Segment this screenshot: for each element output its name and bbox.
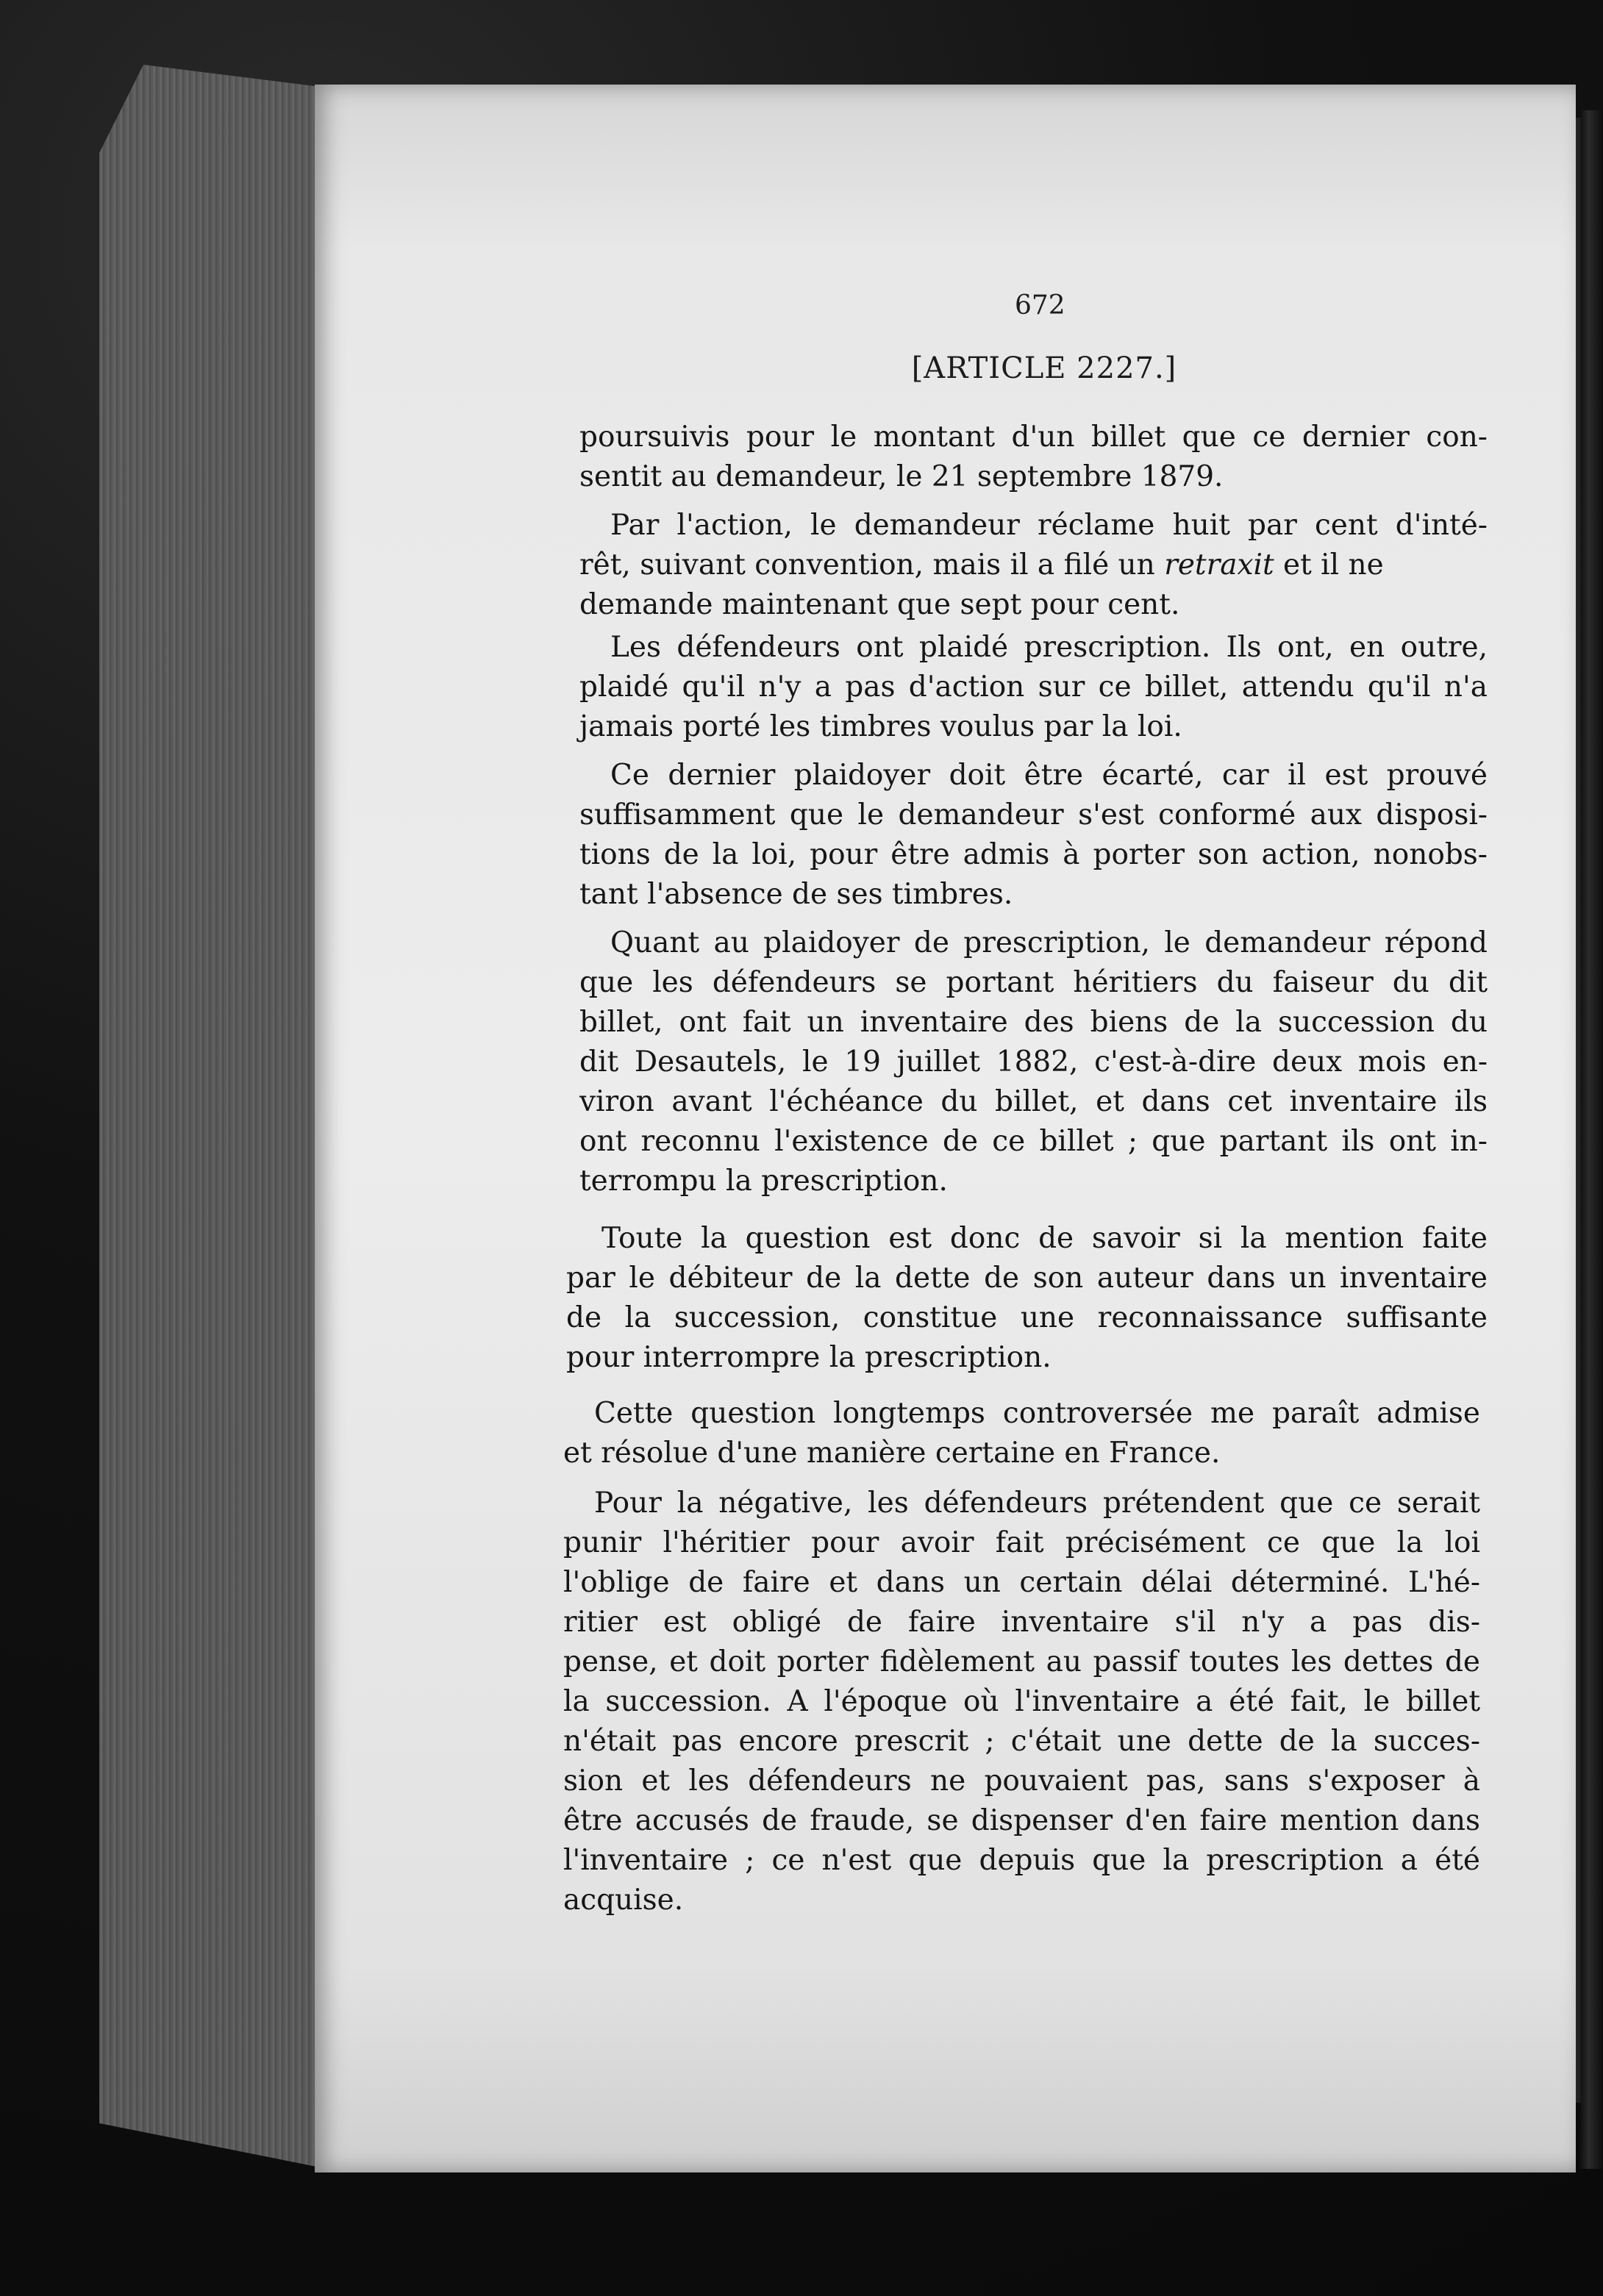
text-line: pour interrompre la prescription. xyxy=(566,1341,1052,1374)
text-line: la succession. A l'époque où l'inventaire a été fait, le billet xyxy=(563,1685,1480,1718)
text-line: sentit au demandeur, le 21 septembre 1879. xyxy=(579,460,1224,493)
text-line: l'oblige de faire et dans un certain délai déterminé. L'hé- xyxy=(563,1566,1480,1599)
text-line: par le débiteur de la dette de son auteur dans un inventaire xyxy=(566,1262,1488,1295)
text-line: ont reconnu l'existence de ce billet ; que partant ils ont in- xyxy=(579,1125,1488,1158)
text-line: et résolue d'une manière certaine en France. xyxy=(563,1437,1221,1470)
text-line: tions de la loi, pour être admis à porter son action, nonobs- xyxy=(579,838,1488,871)
text-line: demande maintenant que sept pour cent. xyxy=(579,588,1180,621)
text-line: l'inventaire ; ce n'est que depuis que la prescription a été xyxy=(563,1844,1480,1877)
text-line: Quant au plaidoyer de prescription, le demandeur répond xyxy=(610,926,1488,959)
text-line: viron avant l'échéance du billet, et dans cet inventaire ils xyxy=(579,1085,1488,1118)
text-line: n'était pas encore prescrit ; c'était une dette de la succes- xyxy=(563,1725,1480,1758)
text-line: Ce dernier plaidoyer doit être écarté, car il est prouvé xyxy=(610,759,1488,792)
text-line: être accusés de fraude, se dispenser d'en faire mention dans xyxy=(563,1804,1480,1837)
scan-edge-right xyxy=(1579,110,1603,2169)
running-head: [ARTICLE 2227.] xyxy=(911,351,1177,385)
text-line: Pour la négative, les défendeurs prétendent que ce serait xyxy=(594,1487,1480,1520)
text-line: dit Desautels, le 19 juillet 1882, c'est-à-dire deux mois en- xyxy=(579,1045,1488,1079)
text-line: punir l'héritier pour avoir fait précisément ce que la loi xyxy=(563,1526,1480,1559)
text-line: jamais porté les timbres voulus par la loi. xyxy=(579,710,1182,743)
text-line: sion et les défendeurs ne pouvaient pas, sans s'exposer à xyxy=(563,1764,1480,1798)
text-line: ritier est obligé de faire inventaire s'il n'y a pas dis- xyxy=(563,1606,1480,1639)
text-line: plaidé qu'il n'y a pas d'action sur ce billet, attendu qu'il n'a xyxy=(579,670,1488,704)
text-line: acquise. xyxy=(563,1884,684,1917)
text-line: que les défendeurs se portant héritiers du faiseur du dit xyxy=(579,966,1488,999)
text-line: billet, ont fait un inventaire des biens de la succession du xyxy=(579,1006,1488,1039)
text-line: terrompu la prescription. xyxy=(579,1165,948,1198)
italic-term: retraxit xyxy=(1164,548,1274,582)
text-line: de la succession, constitue une reconnaissance suffisante xyxy=(566,1301,1488,1334)
text-line: poursuivis pour le montant d'un billet que ce dernier con- xyxy=(579,421,1488,454)
text-line: pense, et doit porter fidèlement au passif toutes les dettes de xyxy=(563,1645,1480,1678)
text-line: Par l'action, le demandeur réclame huit par cent d'inté- xyxy=(610,509,1488,542)
text-segment: rêt, suivant convention, mais il a filé un xyxy=(579,548,1155,582)
text-line: tant l'absence de ses timbres. xyxy=(579,878,1013,911)
page-number: 672 xyxy=(1015,290,1065,321)
book-page-edges xyxy=(99,65,320,2167)
text-line: Toute la question est donc de savoir si la mention faite xyxy=(601,1222,1488,1255)
text-line: Cette question longtemps controversée me paraît admise xyxy=(594,1397,1480,1430)
text-line: Les défendeurs ont plaidé prescription. Ils ont, en outre, xyxy=(610,631,1488,664)
text-line: suffisamment que le demandeur s'est conformé aux disposi- xyxy=(579,798,1488,832)
text-segment: et il ne xyxy=(1283,548,1384,582)
text-line xyxy=(579,547,1488,584)
